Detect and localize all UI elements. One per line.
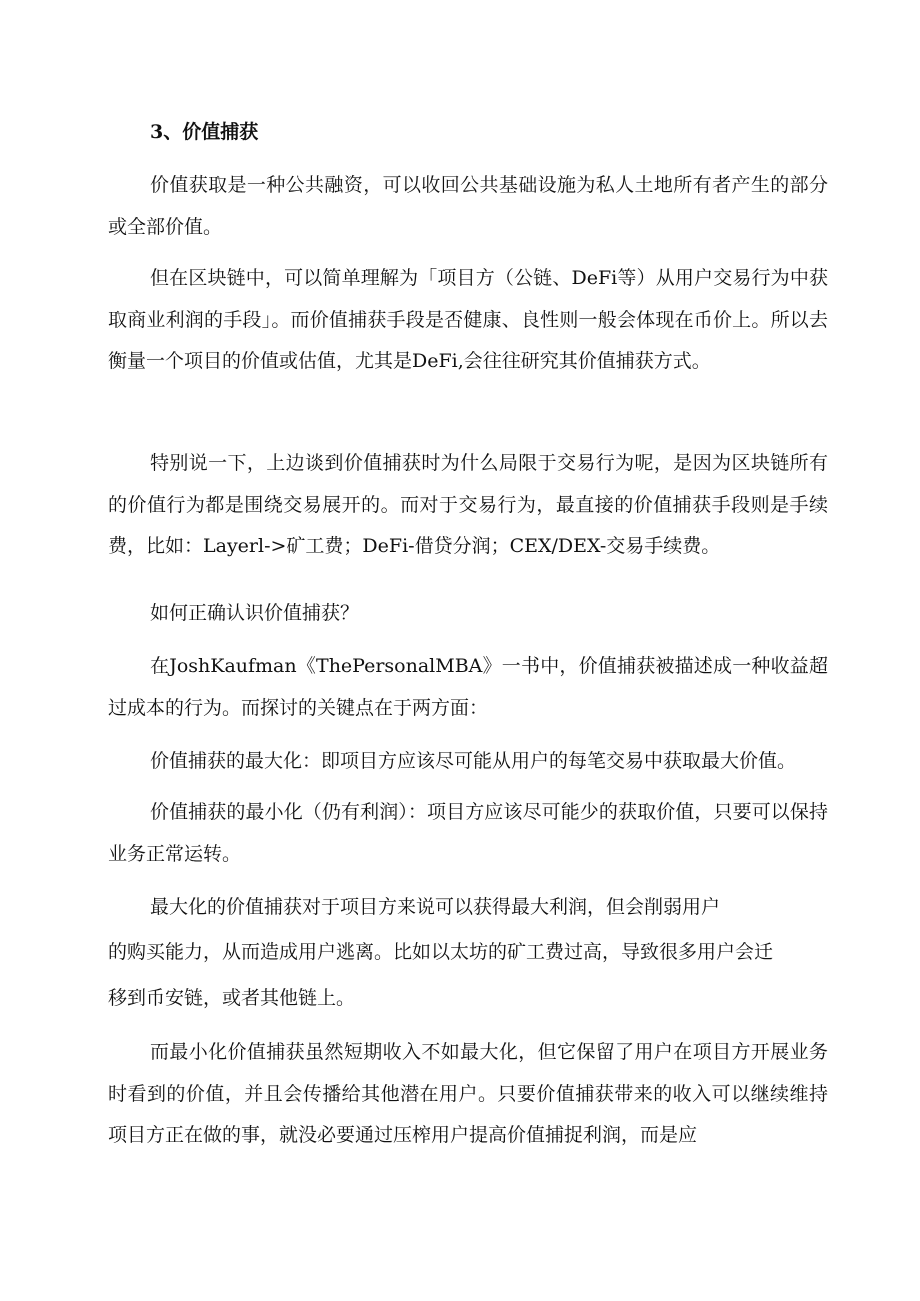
paragraph-question: 如何正确认识价值捕获？ (150, 602, 360, 624)
paragraph-transaction-behavior: 特别说一下，上边谈到价值捕获时为什么局限于交易行为呢，是因为区块链所有的价值行为都是围绕交易展开的。而对于交易行为，最直接的价值捕获手段则是手续费，比如：Layerl->矿工费；DeFi-借贷分润；CEX/DEX-交易手续费。 (108, 452, 828, 557)
paragraph-minimization: 价值捕获的最小化（仍有利润）：项目方应该尽可能少的获取价值，只要可以保持业务正常运转。 (108, 801, 828, 865)
paragraph-definition: 价值获取是一种公共融资，可以收回公共基础设施为私人土地所有者产生的部分或全部价值。 (108, 174, 828, 238)
maximize-paragraph-line-1: 最大化的价值捕获对于项目方来说可以获得最大利润，但会削弱用户 (150, 896, 721, 918)
paragraph-book-reference: 在JoshKaufman《ThePersonalMBA》一书中，价值捕获被描述成一种收益超过成本的行为。而探讨的关键点在于两方面： (108, 655, 828, 719)
maximize-paragraph-line-3: 移到币安链，或者其他链上。 (108, 987, 356, 1009)
paragraph-blockchain: 但在区块链中，可以简单理解为「项目方（公链、DeFi等）从用户交易行为中获取商业利润的手段」。而价值捕获手段是否健康、良性则一般会体现在币价上。所以去衡量一个项目的价值或估值，尤其是DeFi,会往往研究其价值捕获方式。 (108, 267, 828, 372)
paragraph-maximization: 价值捕获的最大化：即项目方应该尽可能从用户的每笔交易中获取最大价值。 (150, 750, 797, 772)
maximize-paragraph-line-2: 的购买能力，从而造成用户逃离。比如以太坊的矿工费过高，导致很多用户会迁 (108, 941, 774, 963)
section-heading: 3、价值捕获 (150, 121, 259, 143)
paragraph-minimize-value: 而最小化价值捕获虽然短期收入不如最大化，但它保留了用户在项目方开展业务时看到的价值，并且会传播给其他潜在用户。只要价值捕获带来的收入可以继续维持项目方正在做的事，就没必要通过压榨用户提高价值捕捉利润，而是应 (108, 1041, 828, 1146)
